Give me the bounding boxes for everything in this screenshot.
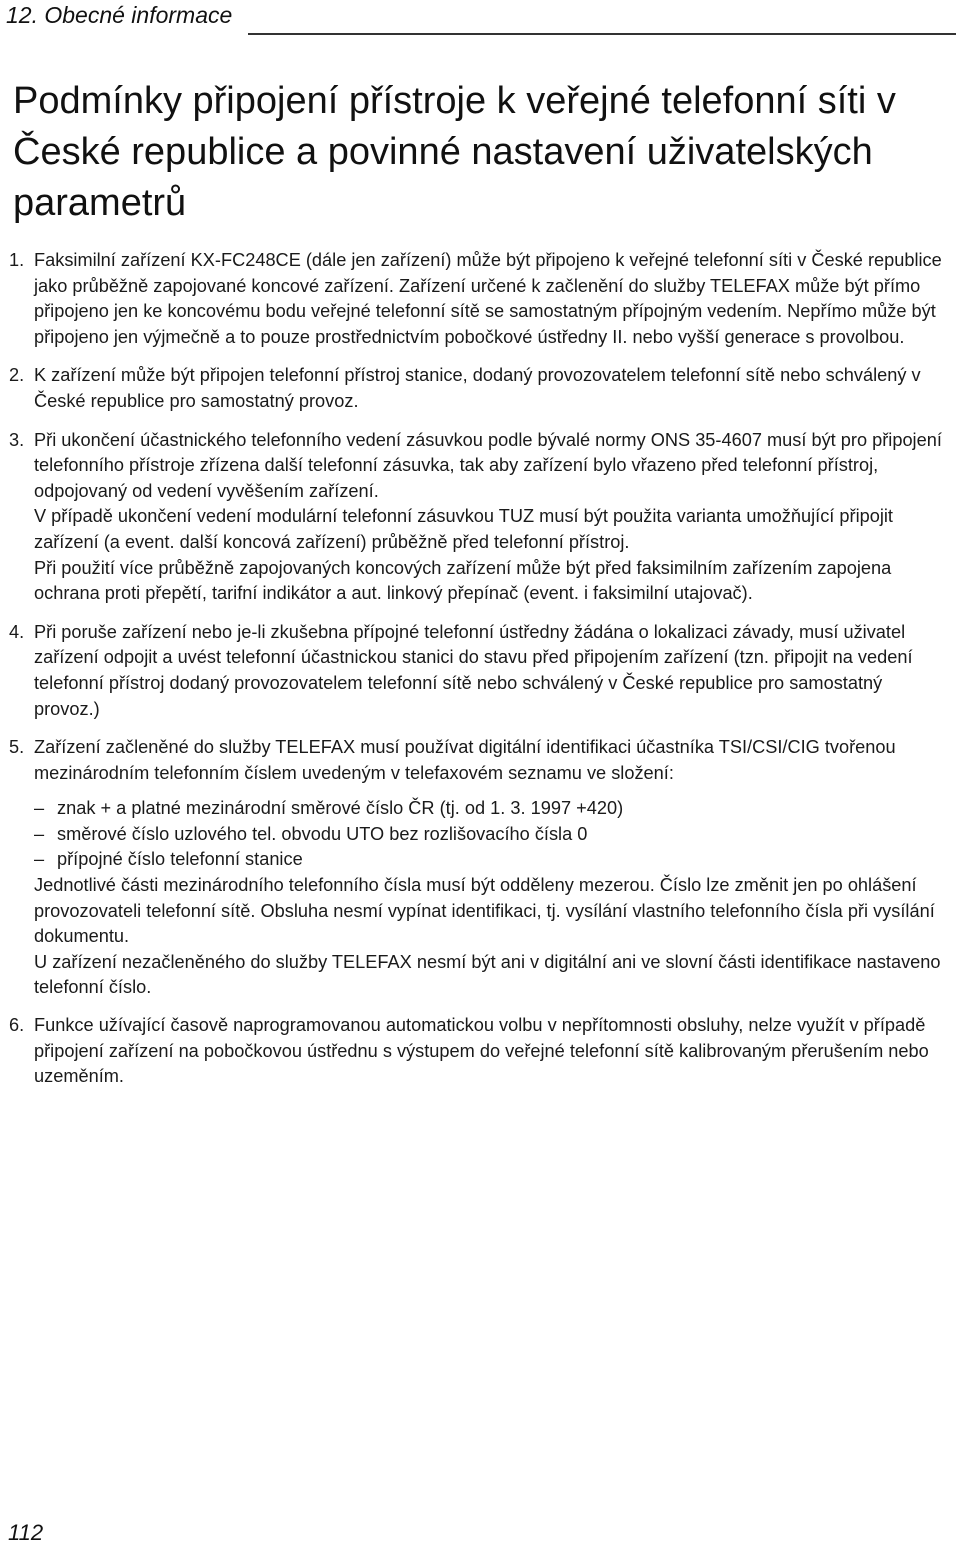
item-number: 3. [9,429,25,450]
page-number: 112 [8,1520,44,1545]
list-item-6 [9,1013,949,1090]
list-item-5 [9,735,949,1001]
dash-list [34,796,949,873]
page-header [0,0,960,40]
item-text: Jednotlivé části mezinárodního telefonního čísla musí být odděleny mezerou. Číslo lze změnit jen po ohlášení provozovateli telefonní sítě. Obsluha nesmí vypínat identifikaci, tj. vysílání vlastního telefonního čísla při vysílání dokumentu. [34,875,935,947]
list-item-1 [9,248,949,350]
dash-text: znak + a platné mezinárodní směrové číslo ČR (tj. od 1. 3. 1997 +420) [57,798,624,819]
item-number: 2. [9,365,25,386]
item-text: Při použití více průběžně zapojovaných koncových zařízení může být před faksimilním zařízením zapojena ochrana proti přepětí, tarifní indikátor a aut. linkový přepínač (event. i faksimilní utajovač). [34,557,892,604]
dash-item [34,796,949,822]
conditions-list [9,248,949,1090]
item-number: 4. [9,621,25,642]
header-rule [248,33,956,35]
item-text: Faksimilní zařízení KX-FC248CE (dále jen zařízení) může být připojeno k veřejné telefonní síti v České republice jako průběžně zapojované koncové zařízení. Zařízení určené k začlenění do služby TELEFAX může být přímo připojeno jen ke koncovému bodu veřejné telefonní sítě se samostatným přípojným vedením. Nepřímo může být připojeno jen výjmečně a to pouze prostřednictvím pobočkové ústředny II. nebo vyšší generace s provolbou. [34,250,942,347]
list-item-3 [9,428,949,607]
item-number: 6. [9,1015,25,1036]
item-number: 5. [9,737,25,758]
dash-mark: – [34,798,45,819]
item-text: Funkce užívající časově naprogramovanou automatickou volbu v nepřítomnosti obsluhy, nelze využít v případě připojení zařízení na pobočkovou ústřednu s výstupem do veřejné telefonní sítě kalibrovaným přerušením nebo uzeměním. [34,1015,929,1087]
list-item-2 [9,363,949,414]
item-number: 1. [9,250,25,270]
section-header: 12. Obecné informace [6,2,233,28]
item-intro: Zařízení začleněné do služby TELEFAX musí používat digitální identifikaci účastníka TSI/CSI/CIG tvořenou mezinárodním telefonním číslem uvedeným v telefaxovém seznamu ve složení: [34,737,896,783]
page-title: Podmínky připojení přístroje k veřejné telefonní síti v České republice a povinné nastavení uživatelských parametrů [13,80,896,224]
item-text: U zařízení nezačleněného do služby TELEFAX nesmí být ani v digitální ani ve slovní části identifikace nastaveno telefonní číslo. [34,951,941,998]
item-text: Při poruše zařízení nebo je-li zkušebna přípojné telefonní ústředny žádána o lokalizaci závady, musí uživatel zařízení odpojit a uvést telefonní účastnickou stanici do stavu před připojením zařízení (tzn. připojit na vedení telefonní přístroj dodaný provozovatelem telefonní sítě nebo schválený v České republice pro samostatný provoz.) [34,621,913,719]
dash-item [34,847,949,873]
item-text: K zařízení může být připojen telefonní přístroj stanice, dodaný provozovatelem telefonní sítě nebo schválený v České republice pro samostatný provoz. [34,365,921,411]
dash-mark: – [34,823,45,844]
dash-mark: – [34,849,45,870]
item-text: V případě ukončení vedení modulární telefonní zásuvkou TUZ musí být použita varianta umožňující připojit zařízení (a event. další koncová zařízení) průběžně před telefonní přístroj. [34,506,893,552]
list-item-4 [9,620,949,722]
dash-text: přípojné číslo telefonní stanice [57,849,303,870]
dash-item [34,822,949,848]
item-text: Při ukončení účastnického telefonního vedení zásuvkou podle bývalé normy ONS 35-4607 musí být pro připojení telefonního přístroje zřízena další telefonní zásuvka, tak aby zařízení bylo vřazeno před telefonní přístroj, odpojovaný od vedení vyvěšením zařízení. [34,429,942,501]
dash-text: směrové číslo uzlového tel. obvodu UTO bez rozlišovacího čísla 0 [57,823,588,844]
